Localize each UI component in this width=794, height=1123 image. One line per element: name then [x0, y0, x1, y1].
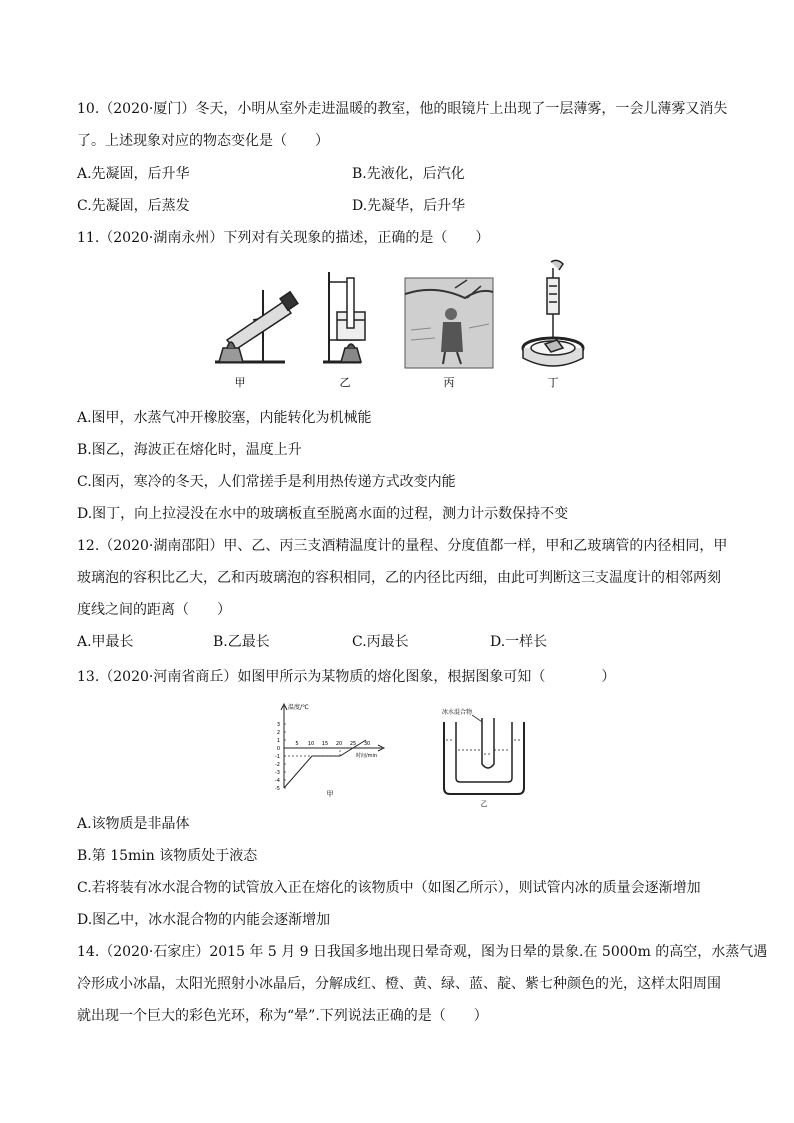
- graph-x-tick-label: 30: [363, 741, 371, 747]
- q14-stem-line3: 就出现一个巨大的彩色光环，称为“晕”.下列说法正确的是（ ）: [77, 1008, 488, 1024]
- graph-x-tick-label: 20: [335, 741, 343, 747]
- figure-jia-apparatus: [215, 290, 298, 362]
- q10-stem-line1: 10.（2020·厦门）冬天，小明从室外走进温暖的教室，他的眼镜片上出现了一层薄雾，一会儿薄雾又消失: [77, 101, 728, 117]
- q10-option-a: A.先凝固，后升华: [77, 166, 190, 182]
- q10-stem-line2: 了。上述现象对应的物态变化是（ ）: [77, 133, 329, 149]
- figure-bing-scene: [405, 278, 493, 368]
- graph-y-tick-label: -5: [275, 786, 280, 792]
- graph-y-tick-label: -4: [275, 778, 280, 784]
- graph-x-tick-label: 15: [321, 741, 329, 747]
- q11-option-b: B.图乙，海波正在熔化时，温度上升: [77, 442, 302, 458]
- graph-x-tick-label: 10: [307, 741, 315, 747]
- q12-stem-line3: 度线之间的距离（ ）: [77, 602, 231, 618]
- q13-melting-graph: [262, 700, 392, 800]
- q11-option-c: C.图丙，寒冷的冬天，人们常搓手是利用热传递方式改变内能: [77, 474, 456, 490]
- figure-label-bing: 丙: [443, 376, 455, 389]
- q12-option-b: B.乙最长: [213, 634, 270, 650]
- q12-stem-line1: 12.（2020·湖南邵阳）甲、乙、丙三支酒精温度计的量程、分度值都一样，甲和乙玻璃管的内径相同，甲: [77, 538, 728, 554]
- graph-x-axis-label: 时间/min: [356, 753, 378, 759]
- q13-option-b: B.第 15min 该物质处于液态: [77, 848, 258, 864]
- graph-y-tick-label: -2: [275, 762, 280, 768]
- beaker-caption: 乙: [480, 800, 488, 808]
- q13-beaker-figure: [438, 706, 534, 808]
- q12-stem-line2: 玻璃泡的容积比乙大，乙和丙玻璃泡的容积相同，乙的内径比丙细，由此可判断这三支温度计的相邻两刻: [77, 570, 721, 586]
- q10-option-d: D.先凝华，后升华: [352, 198, 466, 214]
- figure-ding-apparatus: [523, 260, 583, 366]
- graph-y-axis-label: 温度/℃: [288, 704, 309, 711]
- q11-figures: [205, 258, 605, 393]
- q13-option-d: D.图乙中，冰水混合物的内能会逐渐增加: [77, 912, 331, 928]
- q11-option-d: D.图丁，向上拉浸没在水中的玻璃板直至脱离水面的过程，测力计示数保持不变: [77, 506, 569, 522]
- graph-y-tick-label: 3: [276, 722, 280, 728]
- figure-yi-apparatus: [323, 272, 365, 362]
- graph-y-tick-label: 0: [276, 746, 280, 752]
- q13-option-a: A.该物质是非晶体: [77, 816, 190, 832]
- figure-label-yi: 乙: [339, 376, 351, 389]
- q10-option-b: B.先液化，后汽化: [352, 166, 465, 182]
- graph-y-tick-label: 2: [276, 730, 280, 736]
- graph-y-tick-label: 1: [276, 738, 280, 744]
- q12-option-a: A.甲最长: [77, 634, 134, 650]
- q14-stem-line2: 冷形成小冰晶，太阳光照射小冰晶后，分解成红、橙、黄、绿、蓝、靛、紫七种颜色的光，这样太阳周围: [77, 976, 721, 992]
- q11-stem: 11.（2020·湖南永州）下列对有关现象的描述，正确的是（ ）: [77, 230, 490, 246]
- graph-caption: 甲: [326, 790, 334, 798]
- beaker-label: 冰水混合物: [442, 709, 473, 716]
- graph-y-tick-label: -1: [275, 754, 280, 760]
- figure-label-jia: 甲: [234, 376, 246, 389]
- graph-y-tick-label: -3: [275, 770, 280, 776]
- figure-label-ding: 丁: [547, 376, 559, 389]
- graph-melting-curve: [284, 740, 366, 788]
- graph-x-tick-label: 25: [349, 741, 357, 747]
- q12-option-c: C.丙最长: [352, 634, 409, 650]
- q11-option-a: A.图甲，水蒸气冲开橡胶塞，内能转化为机械能: [77, 410, 372, 426]
- q10-option-c: C.先凝固，后蒸发: [77, 198, 190, 214]
- graph-x-tick-label: 5: [295, 741, 299, 747]
- q13-stem: 13.（2020·河南省商丘）如图甲所示为某物质的熔化图象，根据图象可知（ ）: [77, 669, 616, 685]
- q12-option-d: D.一样长: [490, 634, 548, 650]
- q13-option-c: C.若将装有冰水混合物的试管放入正在熔化的该物质中（如图乙所示），则试管内冰的质量会逐渐增加: [77, 880, 701, 896]
- q14-stem-line1: 14.（2020·石家庄）2015 年 5 月 9 日我国多地出现日晕奇观，图为日晕的景象.在 5000m 的高空，水蒸气遇: [77, 944, 768, 960]
